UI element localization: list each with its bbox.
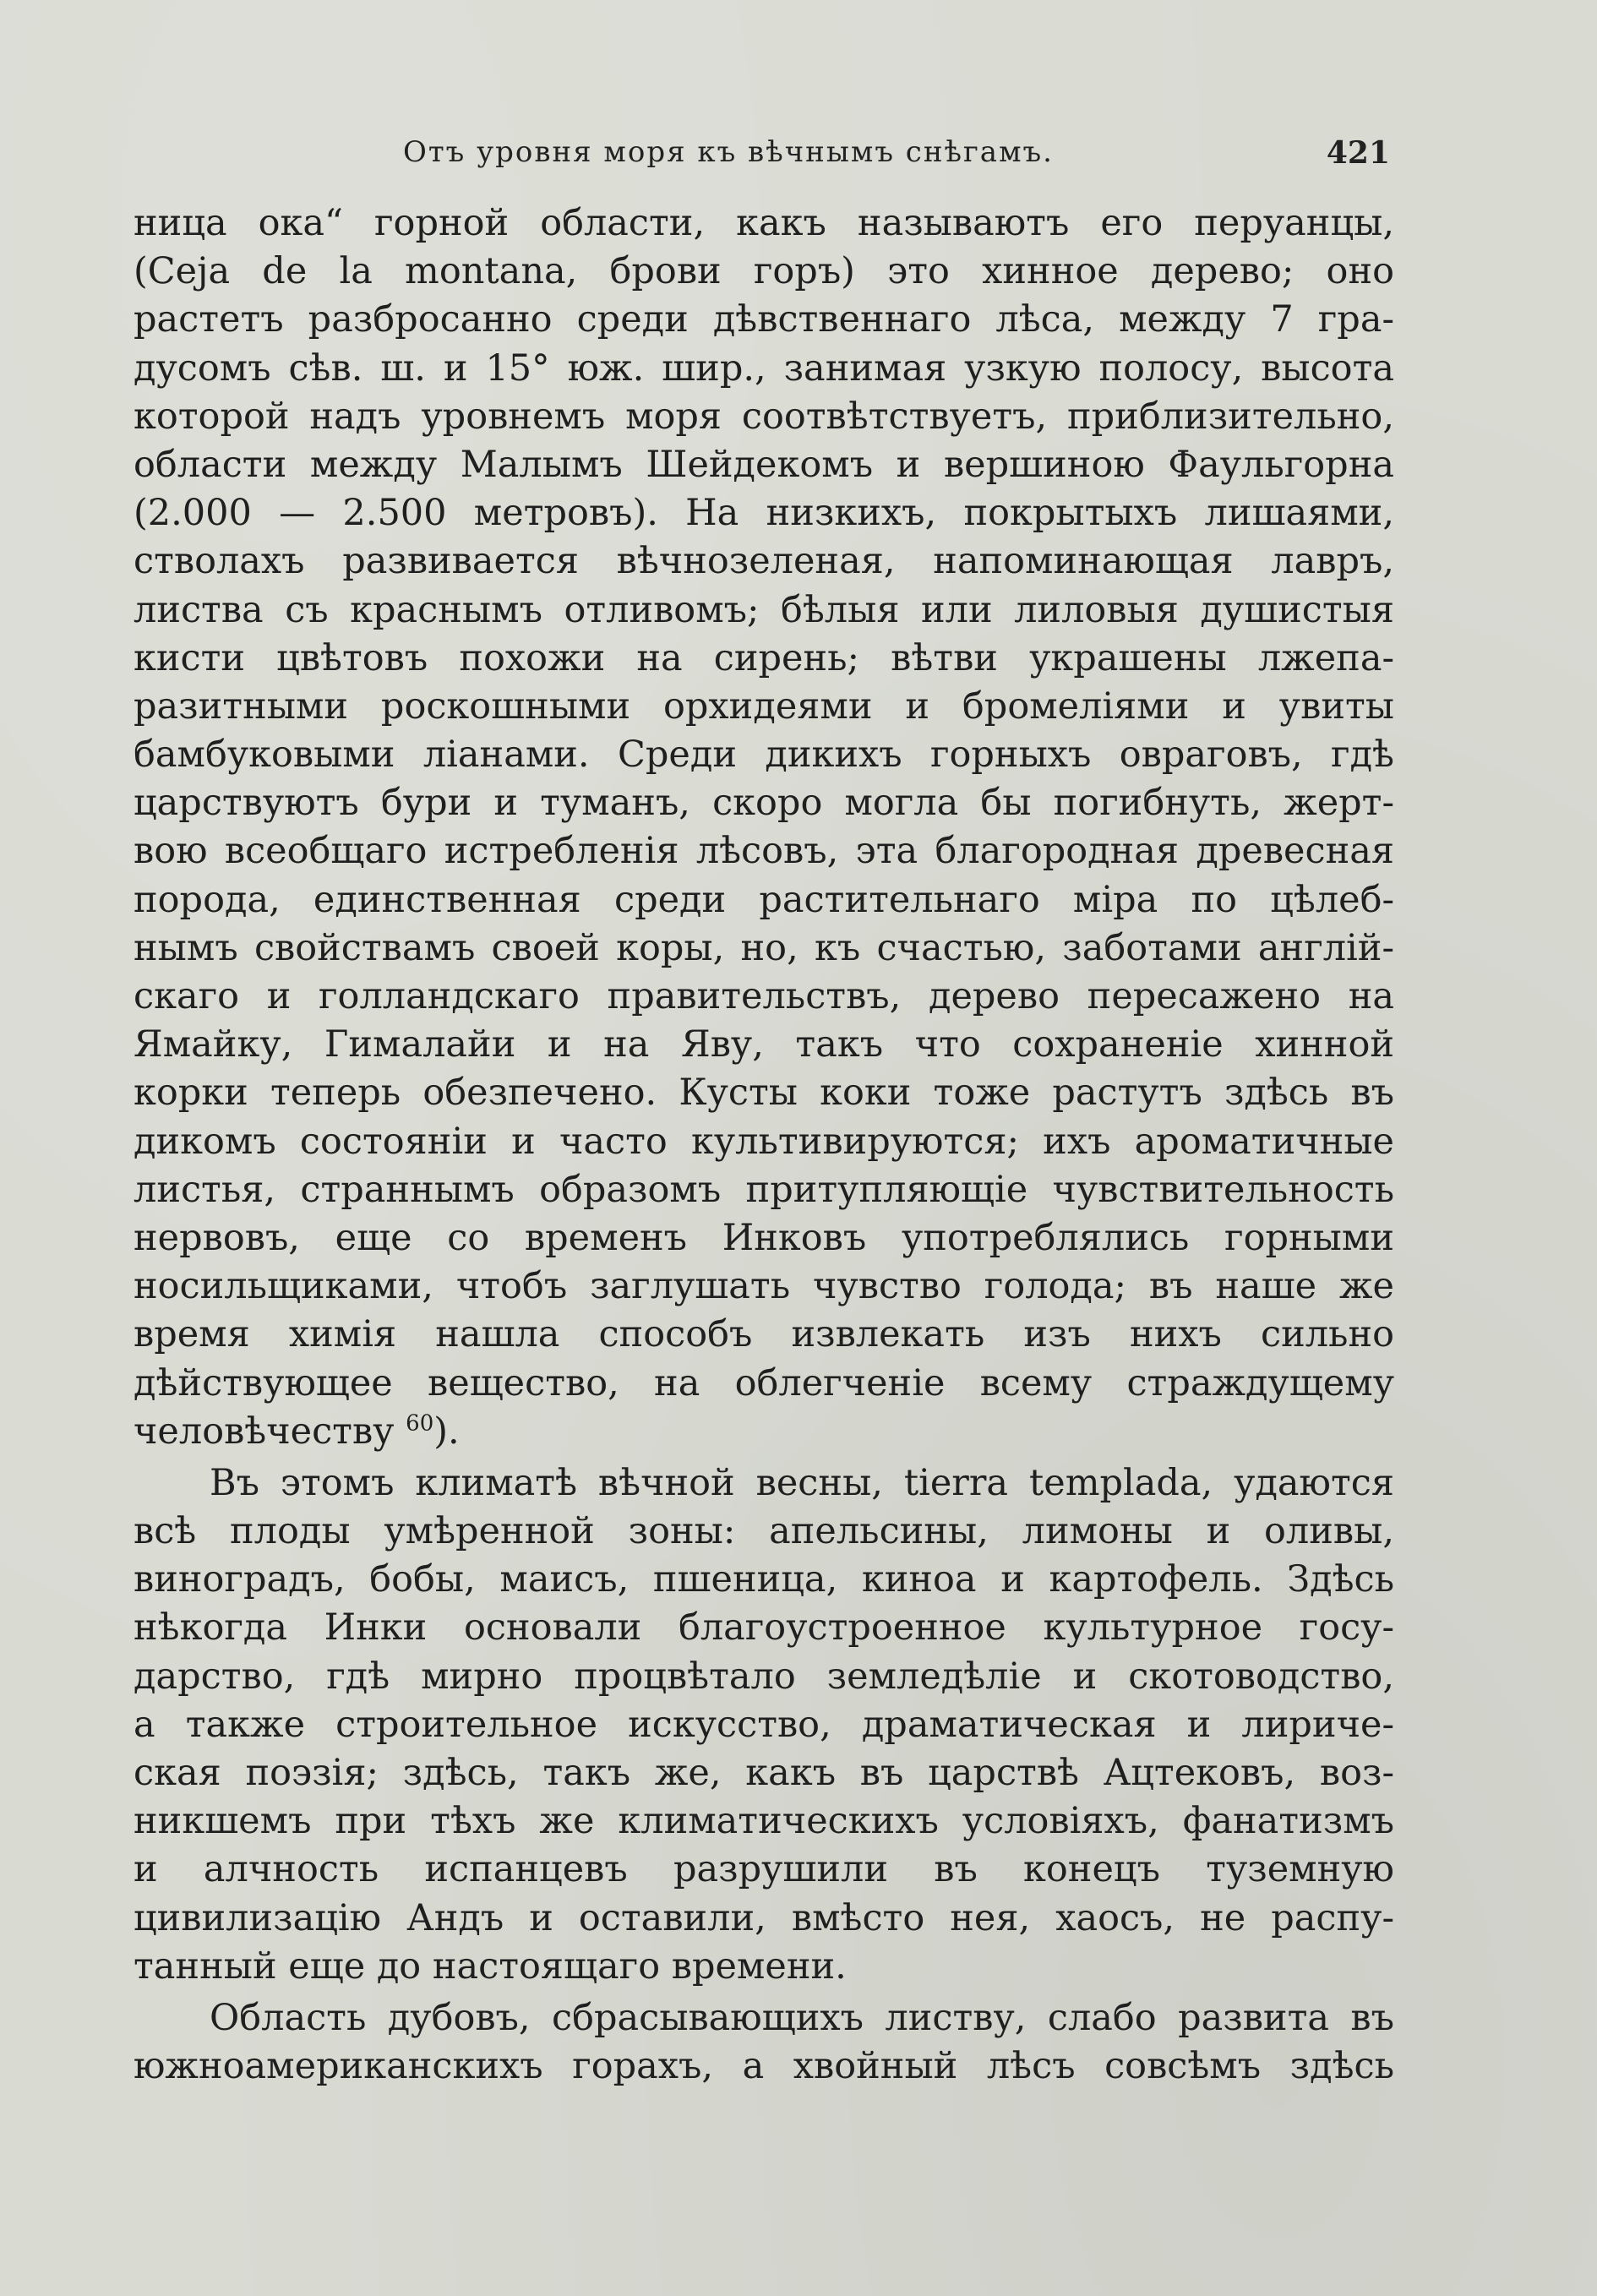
text-line: дѣйствующее вещество, на облегченіе всему страждущему [134,1361,1394,1404]
text-line: всѣ плоды умѣренной зоны: апельсины, лимоны и оливы, [134,1510,1394,1553]
text-line: (2.000 — 2.500 метровъ). На низкихъ, покрытыхъ лишаями, [134,492,1394,535]
text-line: нѣкогда Инки основали благоустроенное культурное госу- [134,1606,1394,1650]
text-line: и алчность испанцевъ разрушили въ конецъ туземную [134,1848,1394,1891]
text-line-last [134,1408,1394,1456]
page-header [127,135,1394,186]
text-line: бамбуковыми ліанами. Среди дикихъ горныхъ овраговъ, гдѣ [134,734,1394,777]
text-line: дусомъ сѣв. ш. и 15° юж. шир., занимая узкую полосу, высота [134,346,1394,390]
text-line: цивилизацію Андъ и оставили, вмѣсто нея, хаосъ, не распу- [134,1896,1394,1939]
text-line: стволахъ развивается вѣчнозеленая, напоминающая лавръ, [134,540,1394,583]
closing-punctuation: ). [433,1410,460,1453]
text-body [134,199,1394,2091]
text-line: которой надъ уровнемъ моря соотвѣтствуетъ, приблизительно, [134,395,1394,438]
footnote-reference[interactable]: 60 [406,1410,434,1437]
text-line: корки теперь обезпечено. Кусты коки тоже растутъ здѣсь въ [134,1072,1394,1115]
text-line: ская поэзія; здѣсь, такъ же, какъ въ царствѣ Ацтековъ, воз- [134,1752,1394,1794]
text-line: (Ceja de la montana, брови горъ) это хинное дерево; оно [134,250,1394,293]
text-line: носильщиками, чтобъ заглушать чувство голода; въ наше же [134,1265,1394,1308]
text-line: растетъ разбросанно среди дѣвственнаго лѣса, между 7 гра- [134,298,1394,341]
text-line-end: человѣчеству [134,1410,395,1453]
text-line: Ямайку, Гималайи и на Яву, такъ что сохраненіе хинной [134,1023,1394,1066]
text-line: виноградъ, бобы, маисъ, пшеница, киноа и картофель. Здѣсь [134,1558,1394,1601]
text-line: царствуютъ бури и туманъ, скоро могла бы погибнуть, жерт- [134,782,1394,825]
text-line: вою всеобщаго истребленія лѣсовъ, эта благородная древесная [134,830,1394,873]
text-line: нервовъ, еще со временъ Инковъ употреблялись горными [134,1216,1394,1259]
text-line: порода, единственная среди растительнаго міра по цѣлеб- [134,878,1394,921]
text-line-last: танный еще до настоящаго времени. [134,1944,847,1988]
text-line: разитными роскошными орхидеями и бромеліями и увиты [134,684,1394,728]
text-line: нымъ свойствамъ своей коры, но, къ счастью, заботами англій- [134,926,1394,969]
text-line: время химія нашла способъ извлекать изъ нихъ сильно [134,1313,1394,1356]
text-line: дарство, гдѣ мирно процвѣтало земледѣліе и скотоводство, [134,1655,1394,1698]
paragraph-3 [134,1994,1394,2091]
paragraph-2 [134,1459,1394,1991]
page-number: 421 [1326,135,1390,171]
text-line: скаго и голландскаго правительствъ, дерево пересажено на [134,975,1394,1017]
text-line: листва съ краснымъ отливомъ; бѣлыя или лиловыя душистыя [134,588,1394,631]
paragraph-1 [134,199,1394,1456]
text-line: Въ этомъ климатѣ вѣчной весны, tierra templada, удаются [210,1461,1394,1504]
running-head: Отъ уровня моря къ вѣчнымъ снѣгамъ. [403,135,1054,169]
text-line: листья, страннымъ образомъ притупляющіе чувствительность [134,1168,1394,1211]
text-line: ница ока“ горной области, какъ называютъ его перуанцы, [134,202,1394,244]
text-line: никшемъ при тѣхъ же климатическихъ условіяхъ, фанатизмъ [134,1800,1394,1843]
text-line: области между Малымъ Шейдекомъ и вершиною Фаульгорна [134,443,1394,486]
text-line: южноамериканскихъ горахъ, а хвойный лѣсъ совсѣмъ здѣсь [134,2045,1394,2088]
text-line: дикомъ состояніи и часто культивируются; ихъ ароматичные [134,1120,1394,1163]
text-line: Область дубовъ, сбрасывающихъ листву, слабо развита въ [210,1996,1394,2039]
text-line: а также строительное искусство, драматическая и лириче- [134,1703,1394,1746]
text-line: кисти цвѣтовъ похожи на сирень; вѣтви украшены лжепа- [134,636,1394,679]
